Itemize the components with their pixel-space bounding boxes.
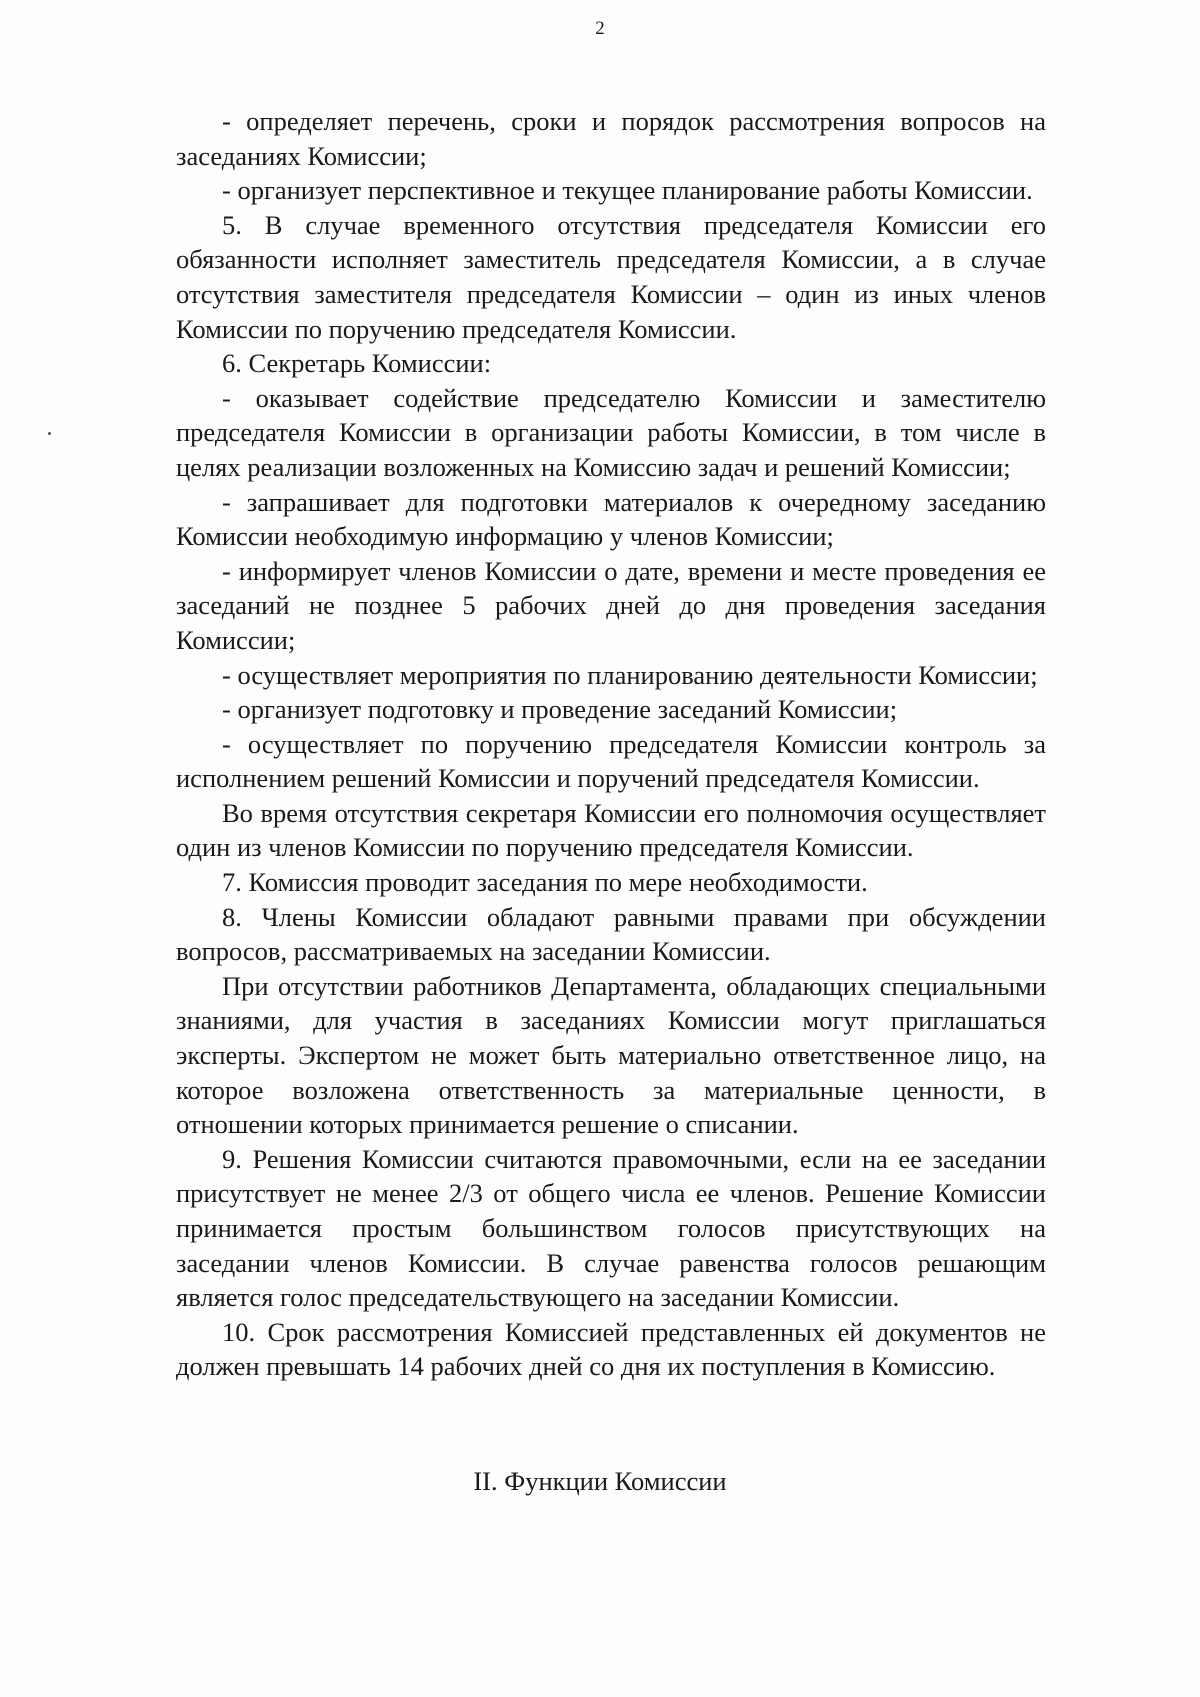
paragraph-secretary-duty-1: - оказывает содействие председателю Комиссии и заместителю председателя Комиссии в организации работы Комиссии, в том числе в целях реализации возложенных на Комиссию задач и решений Комиссии; [176,382,1046,482]
paragraph-secretary-duty-5: - организует подготовку и проведение заседаний Комиссии; [222,694,898,725]
paragraph-clause-10: 10. Срок рассмотрения Комиссией представленных ей документов не должен превышать 14 рабочих дней со дня их поступления в Комиссию. [176,1316,1046,1382]
paragraph-1: - определяет перечень, сроки и порядок рассмотрения вопросов на заседаниях Комиссии; [176,106,1046,171]
paragraph-clause-6: 6. Секретарь Комиссии: [222,348,492,379]
paragraph-secretary-absence: Во время отсутствия секретаря Комиссии его полномочия осуществляет один из членов Комиссии по поручению председателя Комиссии. [176,797,1046,863]
paragraph-clause-8: 8. Члены Комиссии обладают равными правами при обсуждении вопросов, рассматриваемых на заседании Комиссии. [176,901,1046,967]
section-title: II. Функции Комиссии [473,1466,727,1496]
scan-speck [48,432,51,435]
paragraph-clause-7: 7. Комиссия проводит заседания по мере необходимости. [222,867,868,898]
paragraph-2: - организует перспективное и текущее планирование работы Комиссии. [222,175,1033,206]
paragraph-secretary-duty-3: - информирует членов Комиссии о дате, времени и месте проведения ее заседаний не позднее 5 рабочих дней до дня проведения заседания Комиссии; [176,555,1046,655]
page-number: 2 [595,18,605,39]
paragraph-clause-5: 5. В случае временного отсутствия председателя Комиссии его обязанности исполняет заместитель председателя Комиссии, а в случае отсутствия заместителя председателя Комиссии – один из иных членов Комиссии по поручению председателя Комиссии. [176,209,1046,344]
paragraph-secretary-duty-4: - осуществляет мероприятия по планированию деятельности Комиссии; [222,659,1038,690]
paragraph-clause-9: 9. Решения Комиссии считаются правомочными, если на ее заседании присутствует не менее 2/3 от общего числа ее членов. Решение Комиссии принимается простым большинством голосов присутствующих на заседании членов Комиссии. В случае равенства голосов решающим является голос председательствующего на заседании Комиссии. [176,1143,1046,1313]
paragraph-experts: При отсутствии работников Департамента, обладающих специальными знаниями, для участия в заседаниях Комиссии могут приглашаться эксперты. Экспертом не может быть материально ответственное лицо, на которое возложена ответственность за материальные ценности, в отношении которых принимается решение о списании. [176,970,1046,1140]
body-text [176,104,1046,1384]
paragraph-secretary-duty-2: - запрашивает для подготовки материалов к очередному заседанию Комиссии необходимую информацию у членов Комиссии; [176,486,1046,552]
paragraph-secretary-duty-6: - осуществляет по поручению председателя Комиссии контроль за исполнением решений Комиссии и поручений председателя Комиссии. [176,728,1046,794]
